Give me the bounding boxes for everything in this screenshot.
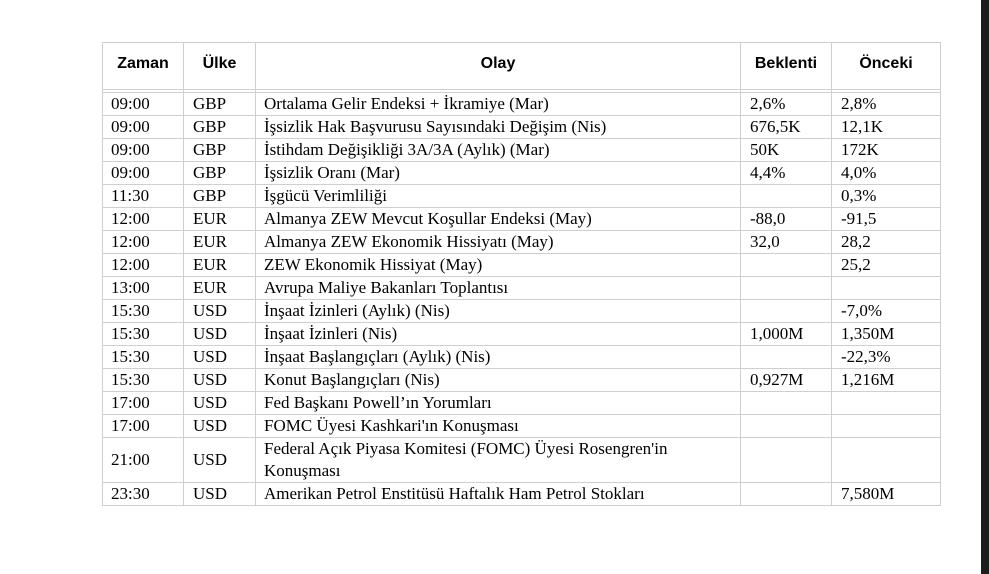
table-row xyxy=(103,116,941,139)
cell-previous: -22,3% xyxy=(832,346,941,369)
cell-previous: 0,3% xyxy=(832,185,941,208)
cell-event: Almanya ZEW Mevcut Koşullar Endeksi (May) xyxy=(256,208,741,231)
cell-previous: 12,1K xyxy=(832,116,941,139)
cell-event: Konut Başlangıçları (Nis) xyxy=(256,369,741,392)
table-row xyxy=(103,323,941,346)
cell-time: 11:30 xyxy=(103,185,184,208)
table-row xyxy=(103,93,941,116)
cell-expected xyxy=(741,254,832,277)
cell-expected xyxy=(741,300,832,323)
table-row xyxy=(103,254,941,277)
cell-time: 17:00 xyxy=(103,415,184,438)
cell-event: İşsizlik Hak Başvurusu Sayısındaki Değişim (Nis) xyxy=(256,116,741,139)
table-row xyxy=(103,185,941,208)
cell-country: USD xyxy=(184,300,256,323)
table-row xyxy=(103,231,941,254)
cell-country: GBP xyxy=(184,139,256,162)
cell-event: ZEW Ekonomik Hissiyat (May) xyxy=(256,254,741,277)
cell-time: 23:30 xyxy=(103,483,184,506)
cell-previous xyxy=(832,392,941,415)
cell-event: Ortalama Gelir Endeksi + İkramiye (Mar) xyxy=(256,93,741,116)
cell-time: 15:30 xyxy=(103,346,184,369)
cell-expected xyxy=(741,346,832,369)
cell-expected xyxy=(741,415,832,438)
cell-event: İşsizlik Oranı (Mar) xyxy=(256,162,741,185)
cell-previous: 7,580M xyxy=(832,483,941,506)
table-row xyxy=(103,208,941,231)
cell-event: İnşaat İzinleri (Aylık) (Nis) xyxy=(256,300,741,323)
cell-time: 21:00 xyxy=(103,438,184,483)
economic-calendar-table xyxy=(102,42,941,506)
cell-previous: 4,0% xyxy=(832,162,941,185)
cell-expected: -88,0 xyxy=(741,208,832,231)
table-row xyxy=(103,392,941,415)
cell-time: 15:30 xyxy=(103,300,184,323)
cell-expected: 4,4% xyxy=(741,162,832,185)
cell-time: 13:00 xyxy=(103,277,184,300)
cell-time: 09:00 xyxy=(103,93,184,116)
cell-previous xyxy=(832,415,941,438)
cell-expected xyxy=(741,392,832,415)
cell-event: FOMC Üyesi Kashkari'ın Konuşması xyxy=(256,415,741,438)
cell-country: USD xyxy=(184,323,256,346)
cell-expected xyxy=(741,185,832,208)
cell-event: Amerikan Petrol Enstitüsü Haftalık Ham Petrol Stokları xyxy=(256,483,741,506)
cell-expected: 32,0 xyxy=(741,231,832,254)
cell-previous: 28,2 xyxy=(832,231,941,254)
cell-previous xyxy=(832,277,941,300)
cell-country: GBP xyxy=(184,116,256,139)
cell-time: 12:00 xyxy=(103,231,184,254)
cell-event: İstihdam Değişikliği 3A/3A (Aylık) (Mar) xyxy=(256,139,741,162)
cell-country: GBP xyxy=(184,93,256,116)
cell-event: Federal Açık Piyasa Komitesi (FOMC) Üyesi Rosengren'in Konuşması xyxy=(256,438,741,483)
header-event: Olay xyxy=(256,43,741,90)
cell-event: Fed Başkanı Powell’ın Yorumları xyxy=(256,392,741,415)
cell-event: İnşaat Başlangıçları (Aylık) (Nis) xyxy=(256,346,741,369)
header-row xyxy=(103,43,941,90)
cell-event: Avrupa Maliye Bakanları Toplantısı xyxy=(256,277,741,300)
cell-time: 15:30 xyxy=(103,369,184,392)
cell-event: İnşaat İzinleri (Nis) xyxy=(256,323,741,346)
cell-previous: 2,8% xyxy=(832,93,941,116)
cell-previous: -7,0% xyxy=(832,300,941,323)
cell-expected: 1,000M xyxy=(741,323,832,346)
cell-event: Almanya ZEW Ekonomik Hissiyatı (May) xyxy=(256,231,741,254)
table-row xyxy=(103,438,941,483)
cell-event: İşgücü Verimliliği xyxy=(256,185,741,208)
header-previous: Önceki xyxy=(832,43,941,90)
cell-previous: 172K xyxy=(832,139,941,162)
cell-country: EUR xyxy=(184,277,256,300)
cell-time: 17:00 xyxy=(103,392,184,415)
cell-expected xyxy=(741,277,832,300)
cell-expected: 676,5K xyxy=(741,116,832,139)
cell-country: USD xyxy=(184,483,256,506)
cell-expected: 2,6% xyxy=(741,93,832,116)
cell-country: USD xyxy=(184,392,256,415)
cell-expected xyxy=(741,483,832,506)
cell-previous: 1,216M xyxy=(832,369,941,392)
table-row xyxy=(103,300,941,323)
table-row xyxy=(103,369,941,392)
cell-time: 15:30 xyxy=(103,323,184,346)
cell-country: EUR xyxy=(184,231,256,254)
page-edge-bar xyxy=(981,0,989,574)
cell-country: USD xyxy=(184,346,256,369)
cell-expected: 0,927M xyxy=(741,369,832,392)
cell-time: 09:00 xyxy=(103,116,184,139)
cell-country: USD xyxy=(184,415,256,438)
cell-expected xyxy=(741,438,832,483)
table-row xyxy=(103,483,941,506)
cell-time: 09:00 xyxy=(103,162,184,185)
cell-country: USD xyxy=(184,369,256,392)
cell-time: 12:00 xyxy=(103,254,184,277)
header-country: Ülke xyxy=(184,43,256,90)
cell-expected: 50K xyxy=(741,139,832,162)
header-time: Zaman xyxy=(103,43,184,90)
cell-country: GBP xyxy=(184,162,256,185)
cell-previous xyxy=(832,438,941,483)
cell-country: EUR xyxy=(184,254,256,277)
cell-previous: -91,5 xyxy=(832,208,941,231)
cell-country: EUR xyxy=(184,208,256,231)
table-row xyxy=(103,277,941,300)
cell-country: USD xyxy=(184,438,256,483)
table-row xyxy=(103,415,941,438)
cell-previous: 25,2 xyxy=(832,254,941,277)
header-expected: Beklenti xyxy=(741,43,832,90)
table-row xyxy=(103,139,941,162)
table-row xyxy=(103,346,941,369)
cell-time: 12:00 xyxy=(103,208,184,231)
cell-country: GBP xyxy=(184,185,256,208)
cell-previous: 1,350M xyxy=(832,323,941,346)
cell-time: 09:00 xyxy=(103,139,184,162)
table-row xyxy=(103,162,941,185)
